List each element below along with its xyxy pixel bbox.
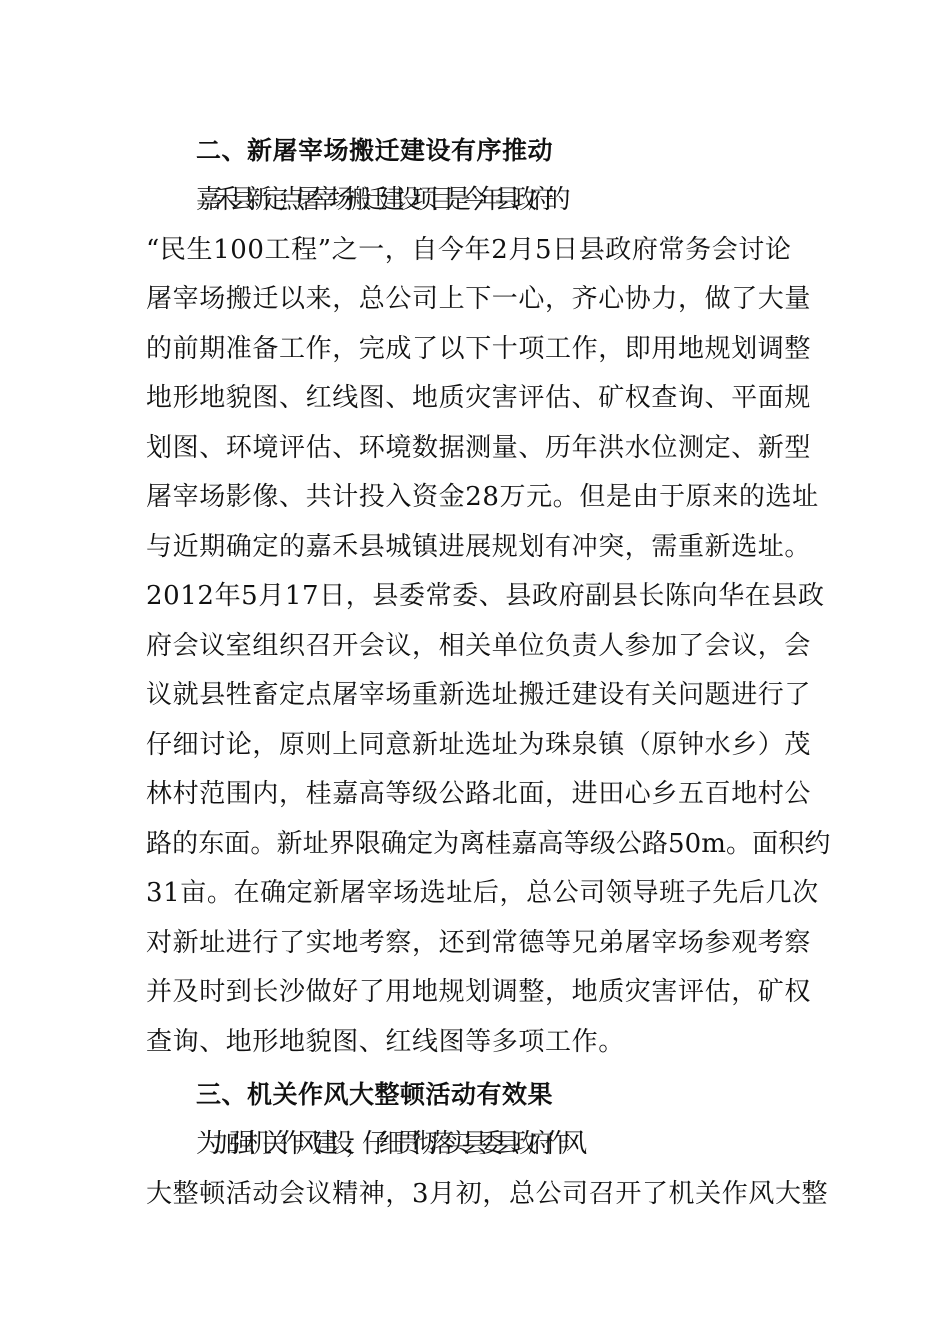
paragraph-line: 屠宰场搬迁以来，总公司上下一心，齐心协力，做了大量: [146, 284, 812, 314]
paragraph-line: 查询、地形地貌图、红线图等多项工作。: [146, 1027, 625, 1057]
section-3-heading: 三、机关作风大整顿活动有效果: [196, 1080, 554, 1109]
paragraph-line: 划图、环境评估、环境数据测量、历年洪水位测定、新型: [146, 433, 812, 463]
paragraph-line: 为加强机关作风建设，仔细贯彻落实县委县政府作风: [196, 1129, 578, 1159]
paragraph-line: 与近期确定的嘉禾县城镇进展规划有冲突，需重新选址。: [146, 532, 812, 562]
paragraph-line: 嘉禾县新定点屠宰场搬迁建设项目是今年县政府的: [196, 185, 562, 215]
paragraph-line: 31亩。在确定新屠宰场选址后，总公司领导班子先后几次: [146, 878, 819, 908]
paragraph-line: 对新址进行了实地考察，还到常德等兄弟屠宰场参观考察: [146, 928, 812, 958]
paragraph-line: 屠宰场影像、共计投入资金28万元。但是由于原来的选址: [146, 482, 819, 512]
paragraph-line: 的前期准备工作，完成了以下十项工作，即用地规划调整: [146, 334, 812, 364]
paragraph-line: 议就县牲畜定点屠宰场重新选址搬迁建设有关问题进行了: [146, 680, 812, 710]
paragraph-line: 林村范围内，桂嘉高等级公路北面，进田心乡五百地村公: [146, 779, 812, 809]
paragraph-line: “民生100工程”之一，自今年2月5日县政府常务会讨论: [146, 235, 792, 265]
paragraph-line: 并及时到长沙做好了用地规划调整，地质灾害评估，矿权: [146, 977, 812, 1007]
section-2-heading: 二、新屠宰场搬迁建设有序推动: [196, 136, 554, 165]
paragraph-line: 路的东面。新址界限确定为离桂嘉高等级公路50m。面积约: [146, 829, 831, 859]
paragraph-line: 府会议室组织召开会议，相关单位负责人参加了会议，会: [146, 631, 812, 661]
paragraph-line: 2012年5月17日，县委常委、县政府副县长陈向华在县政: [146, 581, 825, 611]
paragraph-line: 大整顿活动会议精神，3月初，总公司召开了机关作风大整: [146, 1179, 829, 1209]
paragraph-line: 地形地貌图、红线图、地质灾害评估、矿权查询、平面规: [146, 383, 812, 413]
paragraph-line: 仔细讨论，原则上同意新址选址为珠泉镇（原钟水乡）茂: [146, 730, 812, 760]
